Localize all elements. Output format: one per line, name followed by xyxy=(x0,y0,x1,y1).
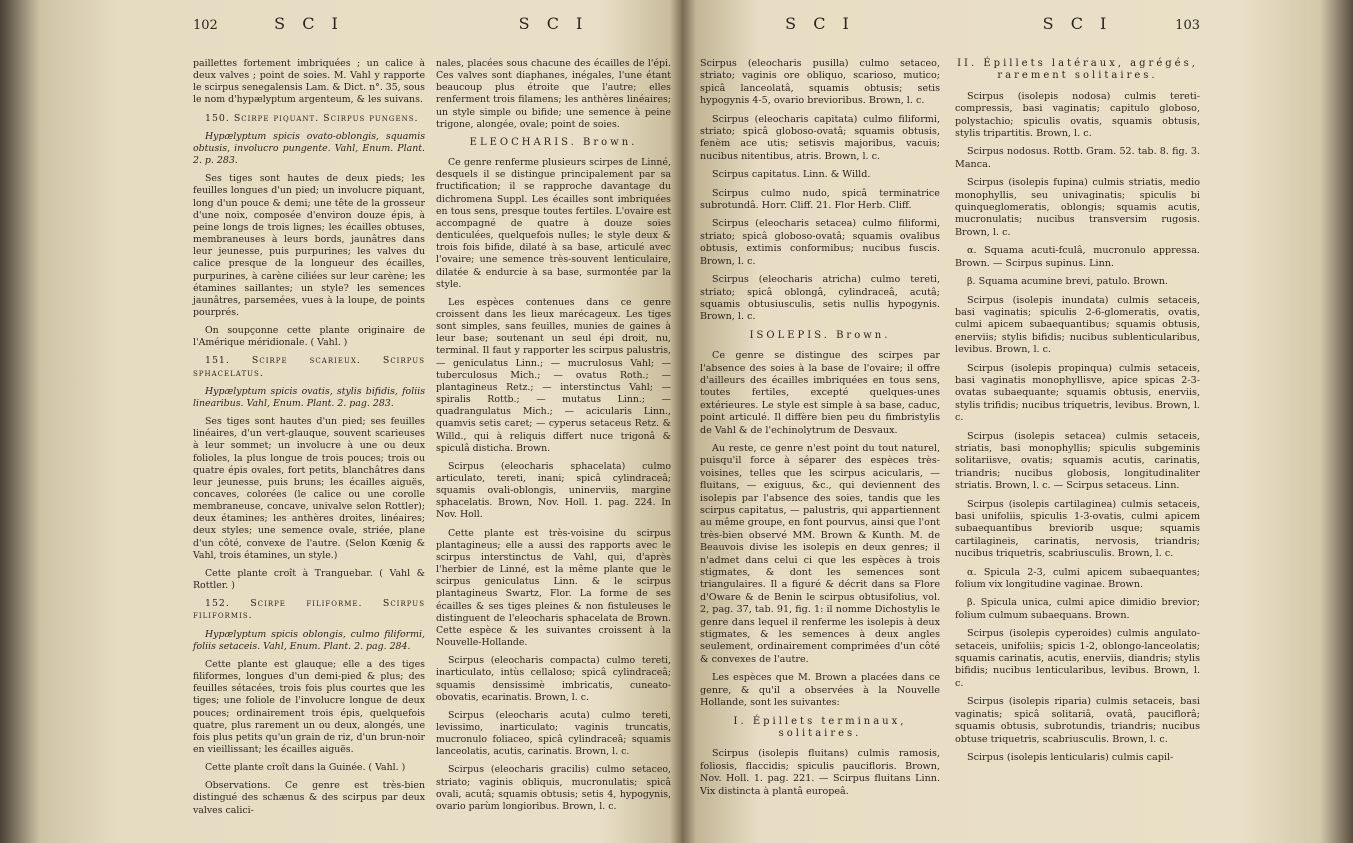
paragraph: β. Squama acumine brevi, patulo. Brown. xyxy=(967,276,1168,288)
diagnosis: Hypælyptum spicis ovatis, stylis bifidis, foliis linearibus. Vahl, Enum. Plant. 2. pag. 283. xyxy=(193,385,425,409)
right-column-1 xyxy=(700,14,940,804)
paragraph: nales, placées sous chacune des écailles de l'épi. Ces valves sont diaphanes, inégales, l'une étant beaucoup plus étroite que l'autre; elles renferment trois filamens; les anthères linéaires; un style simple ou bifide; une semence à peine trigone, alongée, ovale; point de soies. xyxy=(436,58,671,130)
paragraph: Cette plante est très-voisine du scirpus plantagineus; elle a aussi des rapports avec le scirpus interstinctus de Vahl, qui, d'après l'herbier de Linné, est la même plante que le scirpus geniculatus Linn. & le scirpus plantagineus Swartz, Flor. La forme de ses écailles & ses tiges pleines & non fistuleuses le distinguent de l'eleocharis sphacelata de Brown. Cette espèce & les suivantes croissent à la Nouvelle-Hollande. xyxy=(436,527,671,649)
paragraph: Ses tiges sont hautes de deux pieds; les feuilles longues d'un pied; un involucre piquant, long d'un pouce & demi; une tête de la grosseur d'une noix, composée d'environ douze épis, à peine longs de trois lignes; les écailles obtuses, membraneuses à leurs bords, jaunâtres dans leur jeunesse, puis purpurines; les valves du calice presque de la longueur des écailles, purpurines, à carène ciliées sur leur carène; les étamines saillantes; un style? les semences jaunâtres, parsemées, vues à la loupe, de points pourprés. xyxy=(193,173,425,318)
paragraph: Scirpus (eleocharis sphacelata) culmo articulato, tereti, inani; spicâ cylindraceâ; squamis ovali-oblongis, uninerviis, margine sphacelatis. Brown, Nov. Holl. 1. pag. 224. In Nov. Holl. xyxy=(436,460,671,521)
running-head: S C I xyxy=(518,14,589,33)
diagnosis: Hypælyptum spicis oblongis, culmo filiformi, foliis setaceis. Vahl, Enum. Plant. 2. pag. 284. xyxy=(193,628,425,652)
paragraph: On soupçonne cette plante originaire de l'Amérique méridionale. ( Vahl. ) xyxy=(193,325,425,349)
paragraph: Scirpus (isolepis nodosa) culmis tereti-compressis, basi vaginatis; capitulo globoso, polystachio; spiculis ovatis, squamis obtusis, stylis tripartitis. Brown, l. c. xyxy=(955,90,1200,140)
paragraph: Scirpus (eleocharis gracilis) culmo setaceo, striato; vaginis obliquis, mucronulatis; spicâ ovali, acutâ; squamis obtusis; setis 4, hypogynis, ovario parùm longioribus. Brown, l. c. xyxy=(436,764,671,812)
paragraph: Ce genre se distingue des scirpes par l'absence des soies à la base de l'ovaire; il offre d'ailleurs des écailles imbriquées en tous sens, toutes fertiles, excepté quelques-unes extérieures. Le style est simple à sa base, caduc, point articulé. Il diffère bien peu du fimbristylis de Vahl & de l'echinolytrum de Desvaux. xyxy=(700,350,940,436)
paragraph: Les espèces que M. Brown a placées dans ce genre, & qu'il a observées à la Nouvelle Hollande, sont les suivantes: xyxy=(700,672,940,709)
paragraph: Scirpus capitatus. Linn. & Willd. xyxy=(712,169,871,181)
paragraph: Scirpus (isolepis riparia) culmis setaceis, basi vaginatis; spicâ solitariâ, ovatâ, pauciflorâ; squamis obtusis, subrotundis, triandris; nucibus obtuse triquetris, scabriusculis. Brown, l. c. xyxy=(955,696,1200,745)
paragraph: Scirpus (isolepis setacea) culmis setaceis, striatis, basi monophyllis; spiculis subgeminis solitariisve, ovatis; squamis acutis, carinatis, triandris; nucibus globosis, longitudinaliter striatis. Brown, l. c. — Scirpus setaceus. Linn. xyxy=(955,430,1200,492)
paragraph: Scirpus (isolepis cyperoides) culmis angulato-setaceis, unifoliis; spicis 1-2, oblongo-lanceolatis; squamis carinatis, acutis, enerviis, diandris; stylis bifidis; nucibus lenticularibus, levibus. Brown, l. c. xyxy=(955,628,1200,689)
paragraph: Scirpus (isolepis fluitans) culmis ramosis, foliosis, flaccidis; spiculis paucifloris. Brown, Nov. Holl. 1. pag. 221. — Scirpus fluitans Linn. Vix distincta à plantâ europeâ. xyxy=(700,748,940,797)
paragraph: Scirpus (isolepis fupina) culmis striatis, medio monophyllis, seu univaginatis; spiculis bi quinqueglomeratis, oblongis; squamis acutis, mucronulatis; nucibus transversim rugosis. Brown, l. c. xyxy=(955,177,1200,238)
running-head: S C I xyxy=(785,14,855,33)
paragraph: Scirpus (isolepis propinqua) culmis setaceis, basi vaginatis monophyllisve, apice spicas 2-3-ovatas subaequante; squamis obtusis, enerviis, stylis trifidis; nucibus triquetris, levibus. Brown, l. c. xyxy=(955,362,1200,424)
paragraph: Les espèces contenues dans ce genre croissent dans les lieux marécageux. Les tiges sont simples, sans feuilles, munies de gaines à leur base; soutenant un seul épi droit, nu, terminal. Il faut y rapporter les scirpus palustris, — geniculatus Linn.; — mucrulosus Vahl; — tuberculosus Mich.; — ovatus Roth.; — plantagineus Retz.; — interstinctus Vahl; — spiralis Rottb.; — mutatus Linn.; — quadrangulatus Mich.; — acicularis Linn., quamvis setis caret; — cyperus setaceus Retz. & Willd., qui à reliquis differt nuce trigonâ & spiculâ disticha. Brown. xyxy=(436,296,671,454)
paragraph: Cette plante est glauque; elle a des tiges filiformes, longues d'un demi-pied & plus; des feuilles sétacées, trois fois plus courtes que les tiges; une foliole de l'involucre longue de deux pouces; ordinairement trois épis, quelquefois quatre, plus rarement un ou deux, alongés, une fois plus petits qu'un grain de riz, d'un brun-noir en vieillissant; les écailles aiguës. xyxy=(193,658,425,755)
page-number: 103 xyxy=(1175,18,1200,33)
paragraph: Cette plante croît dans la Guinée. ( Vahl. ) xyxy=(205,762,406,774)
paragraph: Scirpus (eleocharis compacta) culmo tereti, inarticulato, intùs cellaloso; spicâ cylindraceâ; squamis densissimè imbricatis, cuneato-obovatis, ecarinatis. Brown, l. c. xyxy=(436,655,671,703)
paragraph: Au reste, ce genre n'est point du tout naturel, puisqu'il force à séparer des espèces très-voisines, telles que les scirpus acicularis, — fluitans, — exiguus, &c., qui deviennent des isolepis par l'absence des soies, tandis que les scirpus capitatus, — palustris, qui appartiennent au même groupe, en font pourvus, ainsi que l'ont très-bien observé MM. Brown & Kunth. M. de Beauvois divise les isolepis en deux genres; il n'admet dans celui ci que les espèces à trois stigmates, & dont les semences sont triangulaires. Il a figuré & décrit dans sa Flore d'Oware & de Benin le scirpus obtusifolius, vol. 2, pag. 37, tab. 91, fig. 1: il nomme Dichostylis le genre dans lequel il renferme les isolepis à deux stigmates, & les semences à deux angles seulement, ordinairement comprimées d'un côté & convexes de l'autre. xyxy=(700,442,940,665)
paragraph: Ce genre renferme plusieurs scirpes de Linné, desquels il se distingue principalement par sa fructification; il se rapproche davantage du dichromena Suppl. Les écailles sont imbriquées en tous sens, presque toutes fertiles. L'ovaire est accompagné de quatre à douze soies denticulées, quelquefois nulles; le style deux & trois fois bifide, dilaté à sa base, articulé avec l'ovaire; une semence très-souvent lenticulaire, dilatée & endurcie à sa base, surmontée par la style. xyxy=(436,157,671,290)
paragraph: Scirpus (isolepis lenticularis) culmis capil- xyxy=(967,751,1174,763)
species-heading: 151. Scirpe scarieux. Scirpus sphacelatus. xyxy=(193,355,425,379)
paragraph: Scirpus culmo nudo, spicâ terminatrice subrotundâ. Horr. Cliff. 21. Flor Herb. Cliff. xyxy=(700,187,940,212)
left-column-2 xyxy=(436,14,671,819)
genus-heading: ELEOCHARIS. Brown. xyxy=(469,136,638,148)
paragraph: paillettes fortement imbriquées ; un calice à deux valves ; point de soies. M. Vahl y rapporte le scirpus senegalensis Lam. & Dict. n°. 35, sous le nom d'hypælyptum argenteum, & les suivans. xyxy=(193,58,425,106)
paragraph: Scirpus (eleocharis capitata) culmo filiformi, striato; spicâ globoso-ovatâ; squamis obtusis, fenèm ace utis; setisvis majoribus, vacuis; nucibus nitentibus, atris. Brown, l. c. xyxy=(700,113,940,162)
page-number: 102 xyxy=(193,18,218,33)
species-heading: 152. Scirpe filiforme. Scirpus filiformis. xyxy=(193,598,425,622)
paragraph: α. Squama acuti-fculâ, mucronulo appressa. Brown. — Scirpus supinus. Linn. xyxy=(955,245,1200,269)
running-head: S C I xyxy=(274,14,344,33)
paragraph: Scirpus (eleocharis atricha) culmo tereti, striato; spicâ oblongâ, cylindraceâ, acutâ; squamis obtusiusculis, setis nullis hypogynis. Brown, l. c. xyxy=(700,274,940,323)
paragraph: Ses tiges sont hautes d'un pied; ses feuilles linéaires, d'un vert-glauque, souvent scarieuses à leur sommet; un involucre à une ou deux folioles, la plus longue de trois pouces; trois ou quatre épis ovales, fort petits, blanchâtres dans leur jeunesse, puis bruns; les écailles aiguës, concaves, colorées (le calice ou une corolle membraneuse, concave, univalve selon Rottler); deux étamines; les anthères droites, linéaires; deux styles; une semence ovale, striée, plane d'un côté, convexe de l'autre. (Selon Kœnig & Vahl, trois étamines, un style.) xyxy=(193,416,425,561)
paragraph: Scirpus (eleocharis acuta) culmo tereti, levissimo, inarticulato; vaginis truncatis, mucronulo foliaceo, spicâ cylindraceâ; squamis lanceolatis, acutis, carinatis. Brown, l. c. xyxy=(436,709,671,758)
paragraph: Scirpus (isolepis cartilaginea) culmis setaceis, basi unifoliis, spiculis 1-3-ovatis, culmi apicem subaequantibus breviorib usque; squamis cartilagineis, carinatis, nervosis, triandris; nucibus triquetris, scabriusculis. Brown, l. c. xyxy=(955,498,1200,560)
paragraph: Scirpus nodosus. Rottb. Gram. 52. tab. 8. fig. 3. Manca. xyxy=(955,146,1200,170)
paragraph: Cette plante croît à Tranguebar. ( Vahl & Rottler. ) xyxy=(193,567,425,592)
paragraph: Observations. Ce genre est très-bien distingué des schænus & des scirpus par deux valves calici- xyxy=(193,780,425,816)
species-heading: 150. Scirpe piquant. Scirpus pungens. xyxy=(205,112,419,124)
section-heading: I. Épillets terminaux, solitaires. xyxy=(733,715,907,739)
section-heading: II. Épillets latéraux, agrégés, rarement solitaires. xyxy=(957,58,1198,82)
diagnosis: Hypælyptum spicis ovato-oblongis, squamis obtusis, involucro pungente. Vahl, Enum. Plant. 2. p. 283. xyxy=(193,130,425,167)
paragraph: Scirpus (eleocharis pusilla) culmo setaceo, striato; vaginis ore obliquo, scarioso, mutico; spicâ lanceolatâ, squamis obtusis; setis hypogynis 4-5, ovario brevioribus. Brown, l. c. xyxy=(700,58,940,107)
paragraph: α. Spicula 2-3, culmi apicem subaequantes; folium vix longitudine vaginae. Brown. xyxy=(955,566,1200,591)
genus-heading: ISOLEPIS. Brown. xyxy=(749,329,891,341)
paragraph: β. Spicula unica, culmi apice dimidio brevior; folium culmum subaequans. Brown. xyxy=(955,597,1200,621)
paragraph: Scirpus (eleocharis setacea) culmo filiformi, striato; spicâ globoso-ovatâ; squamis ovalibus obtusis, extimis conformibus; nucibus fuscis. Brown, l. c. xyxy=(700,218,940,267)
running-head: S C I xyxy=(1042,14,1113,33)
paragraph: Scirpus (isolepis inundata) culmis setaceis, basi vaginatis; spiculis 2-6-glomeratis, ovatis, culmi apicem subaequantibus; squamis obtusis, enerviis; stylis bifidis; nucibus sublenticularibus, levibus. Brown, l. c. xyxy=(955,294,1200,356)
